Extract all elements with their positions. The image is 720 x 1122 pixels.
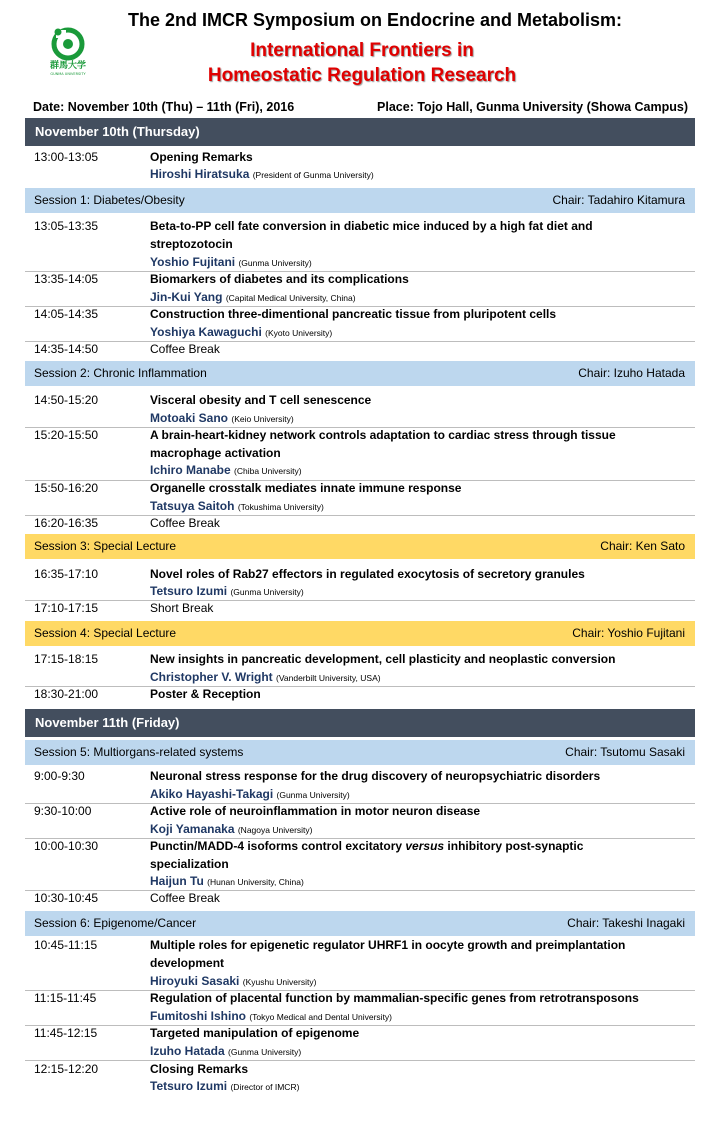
talk-title: Construction three-dimentional pancreatic tissue from pluripotent cells xyxy=(150,307,557,321)
time: 17:15-18:15 xyxy=(34,652,99,666)
speaker-line xyxy=(150,873,304,891)
speaker-name: Yoshio Fujitani xyxy=(150,255,236,269)
logo-text: 群馬大学 xyxy=(49,61,87,71)
talk-title: Biomarkers of diabetes and its complications xyxy=(150,272,409,286)
time: 12:15-12:20 xyxy=(34,1062,99,1076)
session-chair: Chair: Yoshio Fujitani xyxy=(572,626,685,640)
time: 15:20-15:50 xyxy=(34,428,99,442)
talk-title-cont: development xyxy=(150,956,225,970)
talk-title: Closing Remarks xyxy=(150,1062,249,1076)
speaker-name: Tetsuro Izumi xyxy=(150,1079,228,1093)
speaker-line xyxy=(150,786,350,804)
speaker-name: Ichiro Manabe xyxy=(150,463,231,477)
speaker-affiliation: (Gunma University) xyxy=(230,587,304,597)
session-bar-1 xyxy=(25,188,695,213)
speaker-affiliation: (Vanderbilt University, USA) xyxy=(276,673,381,683)
break-label: Coffee Break xyxy=(150,516,220,530)
talk-title-part: inhibitory post-synaptic xyxy=(444,839,584,853)
talk-title-cont: macrophage activation xyxy=(150,446,281,460)
talk-title: Beta-to-PP cell fate conversion in diabetic mice induced by a high fat diet and xyxy=(150,219,593,233)
talk-title: Visceral obesity and T cell senescence xyxy=(150,393,372,407)
talk-title: Poster & Reception xyxy=(150,687,261,701)
talk-title-italic: versus xyxy=(405,839,445,853)
time: 15:50-16:20 xyxy=(34,481,99,495)
talk-title-cont: streptozotocin xyxy=(150,237,233,251)
session-chair: Chair: Izuho Hatada xyxy=(578,366,685,380)
speaker-line xyxy=(150,1043,301,1061)
speaker-line xyxy=(150,583,304,601)
speaker-affiliation: (Gunma University) xyxy=(228,1047,302,1057)
speaker-line xyxy=(150,1008,392,1026)
session-chair: Chair: Ken Sato xyxy=(600,539,685,553)
event-date: Date: November 10th (Thu) – 11th (Fri), 2016 xyxy=(33,100,295,114)
talk-title: Novel roles of Rab27 effectors in regulated exocytosis of secretory granules xyxy=(150,567,585,581)
talk-title: New insights in pancreatic development, cell plasticity and neoplastic conversion xyxy=(150,652,616,666)
speaker-name: Hiroshi Hiratsuka xyxy=(150,167,250,181)
talk-title: Opening Remarks xyxy=(150,150,253,164)
speaker-line xyxy=(150,1078,299,1096)
session-bar-5 xyxy=(25,740,695,765)
speaker-name: Jin-Kui Yang xyxy=(150,290,223,304)
speaker-name: Hiroyuki Sasaki xyxy=(150,974,240,988)
divider xyxy=(25,341,695,342)
session-bar-2 xyxy=(25,361,695,386)
session-chair: Chair: Tadahiro Kitamura xyxy=(552,193,685,207)
speaker-affiliation: (Gunma University) xyxy=(238,258,312,268)
speaker-name: Akiko Hayashi-Takagi xyxy=(150,787,274,801)
talk-title: Active role of neuroinflammation in motor neuron disease xyxy=(150,804,481,818)
speaker-line xyxy=(150,498,324,516)
talk-title-cont: specialization xyxy=(150,857,229,871)
time: 14:05-14:35 xyxy=(34,307,99,321)
speaker-line xyxy=(150,973,316,991)
speaker-affiliation: (Director of IMCR) xyxy=(230,1082,300,1092)
speaker-line xyxy=(150,410,294,428)
time: 9:00-9:30 xyxy=(34,769,85,783)
time: 11:45-12:15 xyxy=(34,1026,98,1040)
time: 17:10-17:15 xyxy=(34,601,99,615)
speaker-affiliation: (Gunma University) xyxy=(276,790,350,800)
talk-title: Targeted manipulation of epigenome xyxy=(150,1026,360,1040)
time: 10:00-10:30 xyxy=(34,839,99,853)
speaker-affiliation: (President of Gunma University) xyxy=(252,170,374,180)
speaker-name: Christopher V. Wright xyxy=(150,670,273,684)
divider xyxy=(25,515,695,516)
break-label: Coffee Break xyxy=(150,891,220,905)
speaker-affiliation: (Nagoya University) xyxy=(237,825,313,835)
speaker-name: Haijun Tu xyxy=(150,874,204,888)
talk-title-part: Punctin/MADD-4 isoforms control excitatory xyxy=(150,839,406,853)
divider xyxy=(25,890,695,891)
speaker-name: Koji Yamanaka xyxy=(150,822,235,836)
speaker-line xyxy=(150,166,374,184)
speaker-line xyxy=(150,462,302,480)
speaker-name: Motoaki Sano xyxy=(150,411,229,425)
session-bar-6 xyxy=(25,911,695,936)
speaker-affiliation: (Capital Medical University, China) xyxy=(225,293,356,303)
time: 16:35-17:10 xyxy=(34,567,99,581)
talk-title: Regulation of placental function by mammalian-specific genes from retrotransposons xyxy=(150,991,639,1005)
break-label: Coffee Break xyxy=(150,342,220,356)
day-header-1: November 10th (Thursday) xyxy=(25,118,695,146)
divider xyxy=(25,600,695,601)
time: 14:35-14:50 xyxy=(34,342,99,356)
time: 9:30-10:00 xyxy=(34,804,92,818)
speaker-name: Izuho Hatada xyxy=(150,1044,225,1058)
speaker-affiliation: (Tokyo Medical and Dental University) xyxy=(249,1012,393,1022)
talk-title: Neuronal stress response for the drug discovery of neuropsychiatric disorders xyxy=(150,769,601,783)
speaker-line xyxy=(150,324,332,342)
talk-title: A brain-heart-kidney network controls adaptation to cardiac stress through tissue xyxy=(150,428,616,442)
symposium-subtitle xyxy=(0,38,720,88)
speaker-name: Tetsuro Izumi xyxy=(150,584,228,598)
subtitle-line-2: Homeostatic Regulation Research xyxy=(207,65,517,86)
event-place: Place: Tojo Hall, Gunma University (Showa Campus) xyxy=(377,100,688,114)
speaker-line xyxy=(150,289,356,307)
session-chair: Chair: Tsutomu Sasaki xyxy=(565,745,685,759)
time: 16:20-16:35 xyxy=(34,516,99,530)
talk-title: Organelle crosstalk mediates innate immune response xyxy=(150,481,462,495)
speaker-affiliation: (Keio University) xyxy=(231,414,294,424)
speaker-affiliation: (Kyushu University) xyxy=(242,977,317,987)
day-header-2: November 11th (Friday) xyxy=(25,709,695,737)
time: 13:00-13:05 xyxy=(34,150,99,164)
speaker-affiliation: (Chiba University) xyxy=(234,466,302,476)
time: 14:50-15:20 xyxy=(34,393,99,407)
session-name: Session 1: Diabetes/Obesity xyxy=(34,193,185,207)
time: 13:35-14:05 xyxy=(34,272,99,286)
speaker-affiliation: (Hunan University, China) xyxy=(207,877,304,887)
time: 13:05-13:35 xyxy=(34,219,99,233)
session-bar-4 xyxy=(25,621,695,646)
talk-title: Multiple roles for epigenetic regulator UHRF1 in oocyte growth and preimplantation xyxy=(150,938,626,952)
subtitle-line-1: International Frontiers in xyxy=(250,40,474,61)
time: 18:30-21:00 xyxy=(34,687,99,701)
talk-title xyxy=(150,838,583,855)
speaker-line xyxy=(150,821,312,839)
divider xyxy=(25,1060,695,1061)
speaker-affiliation: (Kyoto University) xyxy=(265,328,333,338)
date-place-line xyxy=(33,100,688,114)
symposium-title: The 2nd IMCR Symposium on Endocrine and Metabolism: xyxy=(127,10,623,30)
session-chair: Chair: Takeshi Inagaki xyxy=(567,916,685,930)
divider xyxy=(25,1025,695,1026)
speaker-line xyxy=(150,669,381,687)
time: 10:30-10:45 xyxy=(34,891,99,905)
speaker-line xyxy=(150,254,312,272)
speaker-name: Yoshiya Kawaguchi xyxy=(150,325,262,339)
time: 11:15-11:45 xyxy=(34,991,97,1005)
time: 10:45-11:15 xyxy=(34,938,98,952)
break-label: Short Break xyxy=(150,601,214,615)
session-name: Session 3: Special Lecture xyxy=(34,539,177,553)
session-bar-3 xyxy=(25,534,695,559)
speaker-name: Fumitoshi Ishino xyxy=(150,1009,246,1023)
session-name: Session 4: Special Lecture xyxy=(34,626,177,640)
speaker-affiliation: (Tokushima University) xyxy=(237,502,324,512)
divider xyxy=(25,686,695,687)
speaker-name: Tatsuya Saitoh xyxy=(150,499,235,513)
session-name: Session 5: Multiorgans-related systems xyxy=(34,745,244,759)
session-name: Session 6: Epigenome/Cancer xyxy=(34,916,197,930)
logo-subtext: GUNMA UNIVERSITY xyxy=(50,72,86,76)
session-name: Session 2: Chronic Inflammation xyxy=(34,366,207,380)
